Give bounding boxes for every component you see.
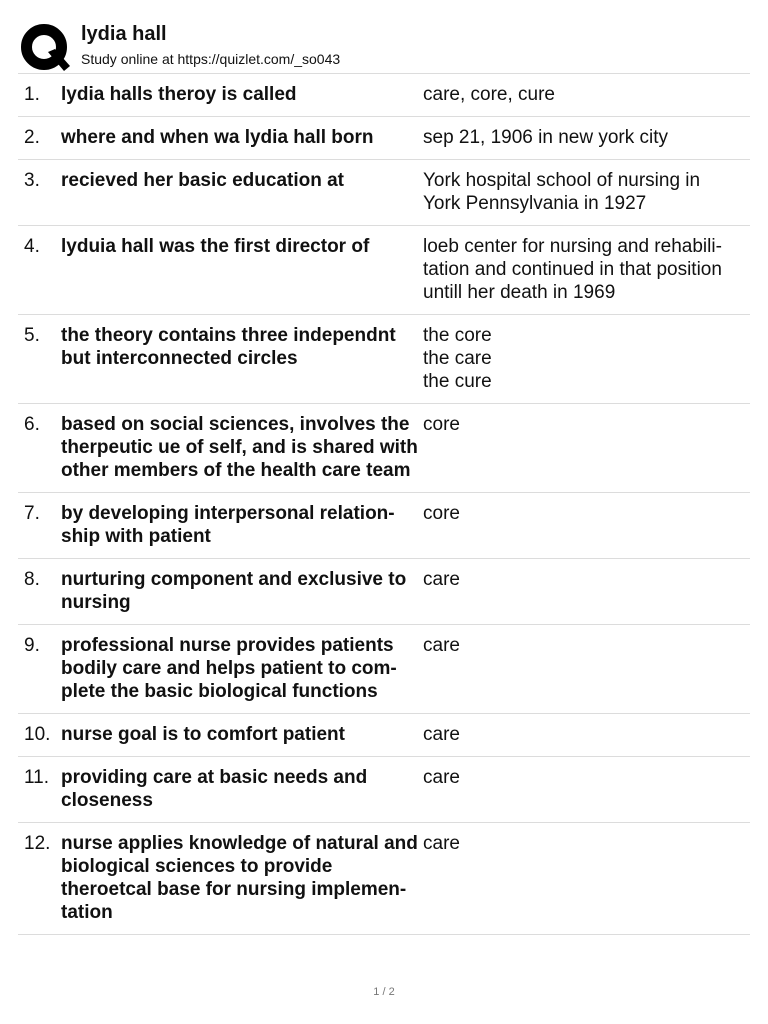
card-term: nurse goal is to comfort patient: [61, 724, 345, 745]
card-term: recieved her basic education at: [61, 170, 345, 191]
card-definition: care: [423, 724, 460, 745]
flashcard-row: [18, 160, 750, 226]
flashcard-row: [18, 493, 750, 559]
card-definition: the core the care the cure: [423, 325, 492, 392]
page-indicator: 1 / 2: [373, 986, 395, 998]
card-number: 7.: [24, 503, 40, 524]
page-title: lydia hall: [81, 23, 167, 45]
card-definition: care: [423, 635, 460, 656]
card-definition: care: [423, 569, 460, 590]
flashcard-row: [18, 714, 750, 757]
study-link-text: Study online at https://quizlet.com/_so043: [81, 51, 341, 67]
card-number: 8.: [24, 569, 40, 590]
card-number: 2.: [24, 127, 40, 148]
card-number: 12.: [24, 833, 51, 854]
card-definition: core: [423, 414, 460, 435]
card-term: where and when wa lydia hall born: [61, 127, 374, 148]
card-number: 10.: [24, 724, 51, 745]
flashcard-row: [18, 315, 750, 404]
card-number: 4.: [24, 236, 40, 257]
flashcard-list: [18, 73, 750, 935]
card-term: by developing interpersonal relation-ship with patient: [61, 503, 395, 547]
card-number: 5.: [24, 325, 40, 346]
card-definition: loeb center for nursing and rehabili- tation and continued in that position untill her death in 1969: [423, 236, 722, 303]
card-definition: care: [423, 833, 460, 854]
flashcard-row: [18, 117, 750, 160]
card-term: based on social sciences, involves the therpeutic ue of self, and is shared with other members of the health care team: [61, 414, 418, 481]
card-term: the theory contains three independnt but interconnected circles: [61, 325, 396, 369]
quizlet-logo-icon: [20, 22, 70, 74]
flashcard-row: [18, 74, 750, 117]
card-definition: York hospital school of nursing in York Pennsylvania in 1927: [423, 170, 701, 214]
card-definition: care: [423, 767, 460, 788]
card-definition: care, core, cure: [423, 84, 555, 105]
card-term: lydia halls theroy is called: [61, 84, 297, 105]
card-number: 3.: [24, 170, 40, 191]
flashcard-row: [18, 404, 750, 493]
flashcard-row: [18, 559, 750, 625]
card-number: 9.: [24, 635, 40, 656]
card-term: providing care at basic needs and closeness: [61, 767, 368, 811]
card-definition: core: [423, 503, 460, 524]
card-number: 6.: [24, 414, 40, 435]
card-term: lyduia hall was the first director of: [61, 236, 370, 257]
flashcard-row: [18, 625, 750, 714]
flashcard-row: [18, 226, 750, 315]
card-term: nurse applies knowledge of natural and biological sciences to provide theroetcal base for nursing implemen-tation: [61, 833, 418, 923]
card-term: professional nurse provides patients bodily care and helps patient to com-plete the basic biological functions: [61, 635, 397, 702]
card-definition: sep 21, 1906 in new york city: [423, 127, 669, 148]
card-term: nurturing component and exclusive to nursing: [61, 569, 407, 613]
card-number: 1.: [24, 84, 40, 105]
flashcard-row: [18, 757, 750, 823]
flashcard-row: [18, 823, 750, 935]
card-number: 11.: [24, 767, 50, 788]
page-header: [18, 18, 750, 73]
